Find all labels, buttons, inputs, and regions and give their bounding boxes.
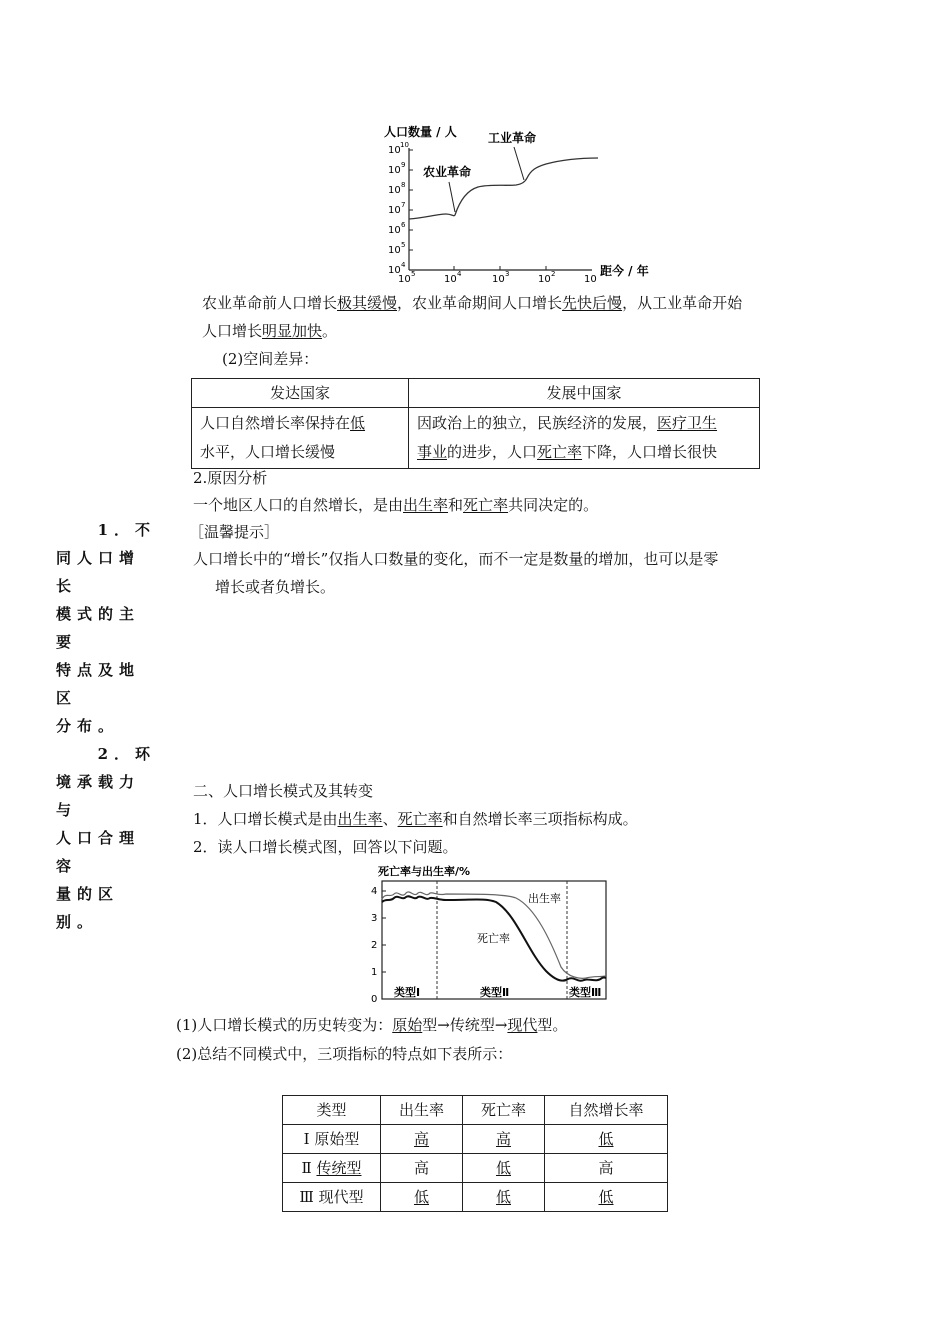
agri-revolution-label: 农业革命 (423, 165, 472, 179)
row1-birth: 高 (381, 1125, 463, 1154)
death-rate-label: 死亡率 (477, 932, 510, 945)
y-tick-label: 10 (388, 245, 401, 256)
table1-cell-developing: 因政治上的独立，民族经济的发展，医疗卫生 事业的进步，人口死亡率下降，人口增长很快 (409, 408, 760, 469)
row3-death: 低 (463, 1183, 545, 1212)
row2-death: 低 (463, 1154, 545, 1183)
table1-cell-developed: 人口自然增长率保持在低 水平，人口增长缓慢 (192, 408, 409, 469)
x-tick-exp: 5 (411, 270, 416, 278)
y-tick-exp: 4 (401, 261, 406, 269)
reason-paragraph: 一个地区人口的自然增长，是由出生率和死亡率共同决定的。 (193, 496, 599, 514)
y-tick-label: 10 (388, 265, 401, 276)
row3-natural: 低 (545, 1183, 668, 1212)
reason-heading: 2.原因分析 (193, 469, 268, 487)
table2-header-type: 类型 (283, 1096, 381, 1125)
birth-rate-label: 出生率 (528, 892, 561, 905)
row1-natural: 低 (545, 1125, 668, 1154)
y-tick-2: 2 (371, 940, 378, 951)
table1-header-developed: 发达国家 (192, 379, 409, 408)
x-tick-exp: 2 (551, 270, 556, 278)
chart2-y-ticks (371, 886, 386, 1005)
spatial-difference-heading: (2)空间差异： (222, 350, 319, 368)
y-tick-4: 4 (371, 886, 378, 897)
tip-line-1: 人口增长中的“增长”仅指人口数量的变化，而不一定是数量的增加，也可以是零 (193, 550, 719, 568)
row2-birth: 高 (381, 1154, 463, 1183)
y-tick-exp: 5 (401, 241, 406, 249)
objective-1-line1: 1．不 (97, 521, 156, 539)
section2-item1: 1．人口增长模式是由出生率、死亡率和自然增长率三项指标构成。 (193, 810, 638, 828)
row1-type: Ⅰ 原始型 (283, 1125, 381, 1154)
population-history-chart (376, 118, 666, 288)
section2-item2: 2．读人口增长模式图，回答以下问题。 (193, 838, 458, 856)
table-row (283, 1154, 668, 1183)
chart2-title: 死亡率与出生率/% (378, 865, 471, 878)
row3-birth: 低 (381, 1183, 463, 1212)
x-tick-label: 10 (398, 274, 411, 285)
paragraph-population-history-2: 人口增长明显加快。 (202, 322, 338, 340)
tip-line-2: 增长或者负增长。 (215, 578, 336, 596)
table2-header-birth: 出生率 (381, 1096, 463, 1125)
y-tick-label: 10 (388, 205, 401, 216)
y-tick-exp: 6 (401, 221, 406, 229)
y-tick-0: 0 (371, 994, 378, 1005)
row2-natural: 高 (545, 1154, 668, 1183)
type3-label: 类型Ⅲ (569, 986, 602, 999)
row3-type: Ⅲ 现代型 (283, 1183, 381, 1212)
ind-revolution-label: 工业革命 (488, 131, 537, 145)
y-tick-label: 10 (388, 225, 401, 236)
growth-model-table (282, 1095, 668, 1212)
table-row (283, 1125, 668, 1154)
type1-label: 类型Ⅰ (394, 986, 421, 999)
x-tick-label: 10 (492, 274, 505, 285)
objective-1-line3: 模式的主要 (56, 605, 141, 651)
x-tick-exp: 3 (505, 270, 510, 278)
y-tick-3: 3 (371, 913, 378, 924)
history-transition-line: (1)人口增长模式的历史转变为：原始型→传统型→现代型。 (176, 1016, 568, 1034)
section2-heading: 二、人口增长模式及其转变 (193, 782, 374, 800)
y-tick-1: 1 (371, 967, 378, 978)
objective-1-line5: 分布。 (56, 717, 120, 735)
y-tick-exp: 7 (401, 201, 406, 209)
agri-arrow (449, 182, 455, 212)
type2-label: 类型Ⅱ (480, 986, 510, 999)
ind-arrow (514, 147, 524, 180)
objective-1-line2: 同人口增长 (56, 549, 141, 595)
y-tick-exp: 10 (400, 141, 409, 149)
x-tick-label: 10 (444, 274, 457, 285)
summary-line: (2)总结不同模式中，三项指标的特点如下表所示： (176, 1045, 513, 1063)
chart1-xlabel: 距今 / 年 (600, 264, 649, 278)
objective-2-line3: 人口合理容 (56, 829, 141, 875)
tip-heading: ［温馨提示］ (189, 523, 280, 541)
chart1-x-ticks (398, 266, 597, 285)
table1-header-developing: 发展中国家 (409, 379, 760, 408)
table2-header-death: 死亡率 (463, 1096, 545, 1125)
objective-2-line2: 境承载力与 (56, 773, 141, 819)
objective-2-line4: 量的区别。 (56, 885, 120, 931)
y-tick-label: 10 (388, 185, 401, 196)
y-tick-label: 10 (388, 145, 401, 156)
sidebar-objectives (56, 516, 156, 936)
x-tick-label: 10 (584, 274, 597, 285)
objective-1-line4: 特点及地区 (56, 661, 141, 707)
chart1-ylabel: 人口数量 / 人 (384, 125, 457, 139)
y-tick-label: 10 (388, 165, 401, 176)
row1-death: 高 (463, 1125, 545, 1154)
growth-model-chart (356, 862, 616, 1008)
y-tick-exp: 8 (401, 181, 406, 189)
paragraph-population-history-1: 农业革命前人口增长极其缓慢，农业革命期间人口增长先快后慢，从工业革命开始 (202, 294, 743, 312)
y-tick-exp: 9 (401, 161, 406, 169)
x-tick-exp: 4 (457, 270, 462, 278)
row2-type: Ⅱ 传统型 (283, 1154, 381, 1183)
x-tick-label: 10 (538, 274, 551, 285)
objective-2-line1: 2．环 (97, 745, 156, 763)
table2-header-natural: 自然增长率 (545, 1096, 668, 1125)
country-comparison-table (191, 378, 760, 469)
table-row (283, 1183, 668, 1212)
